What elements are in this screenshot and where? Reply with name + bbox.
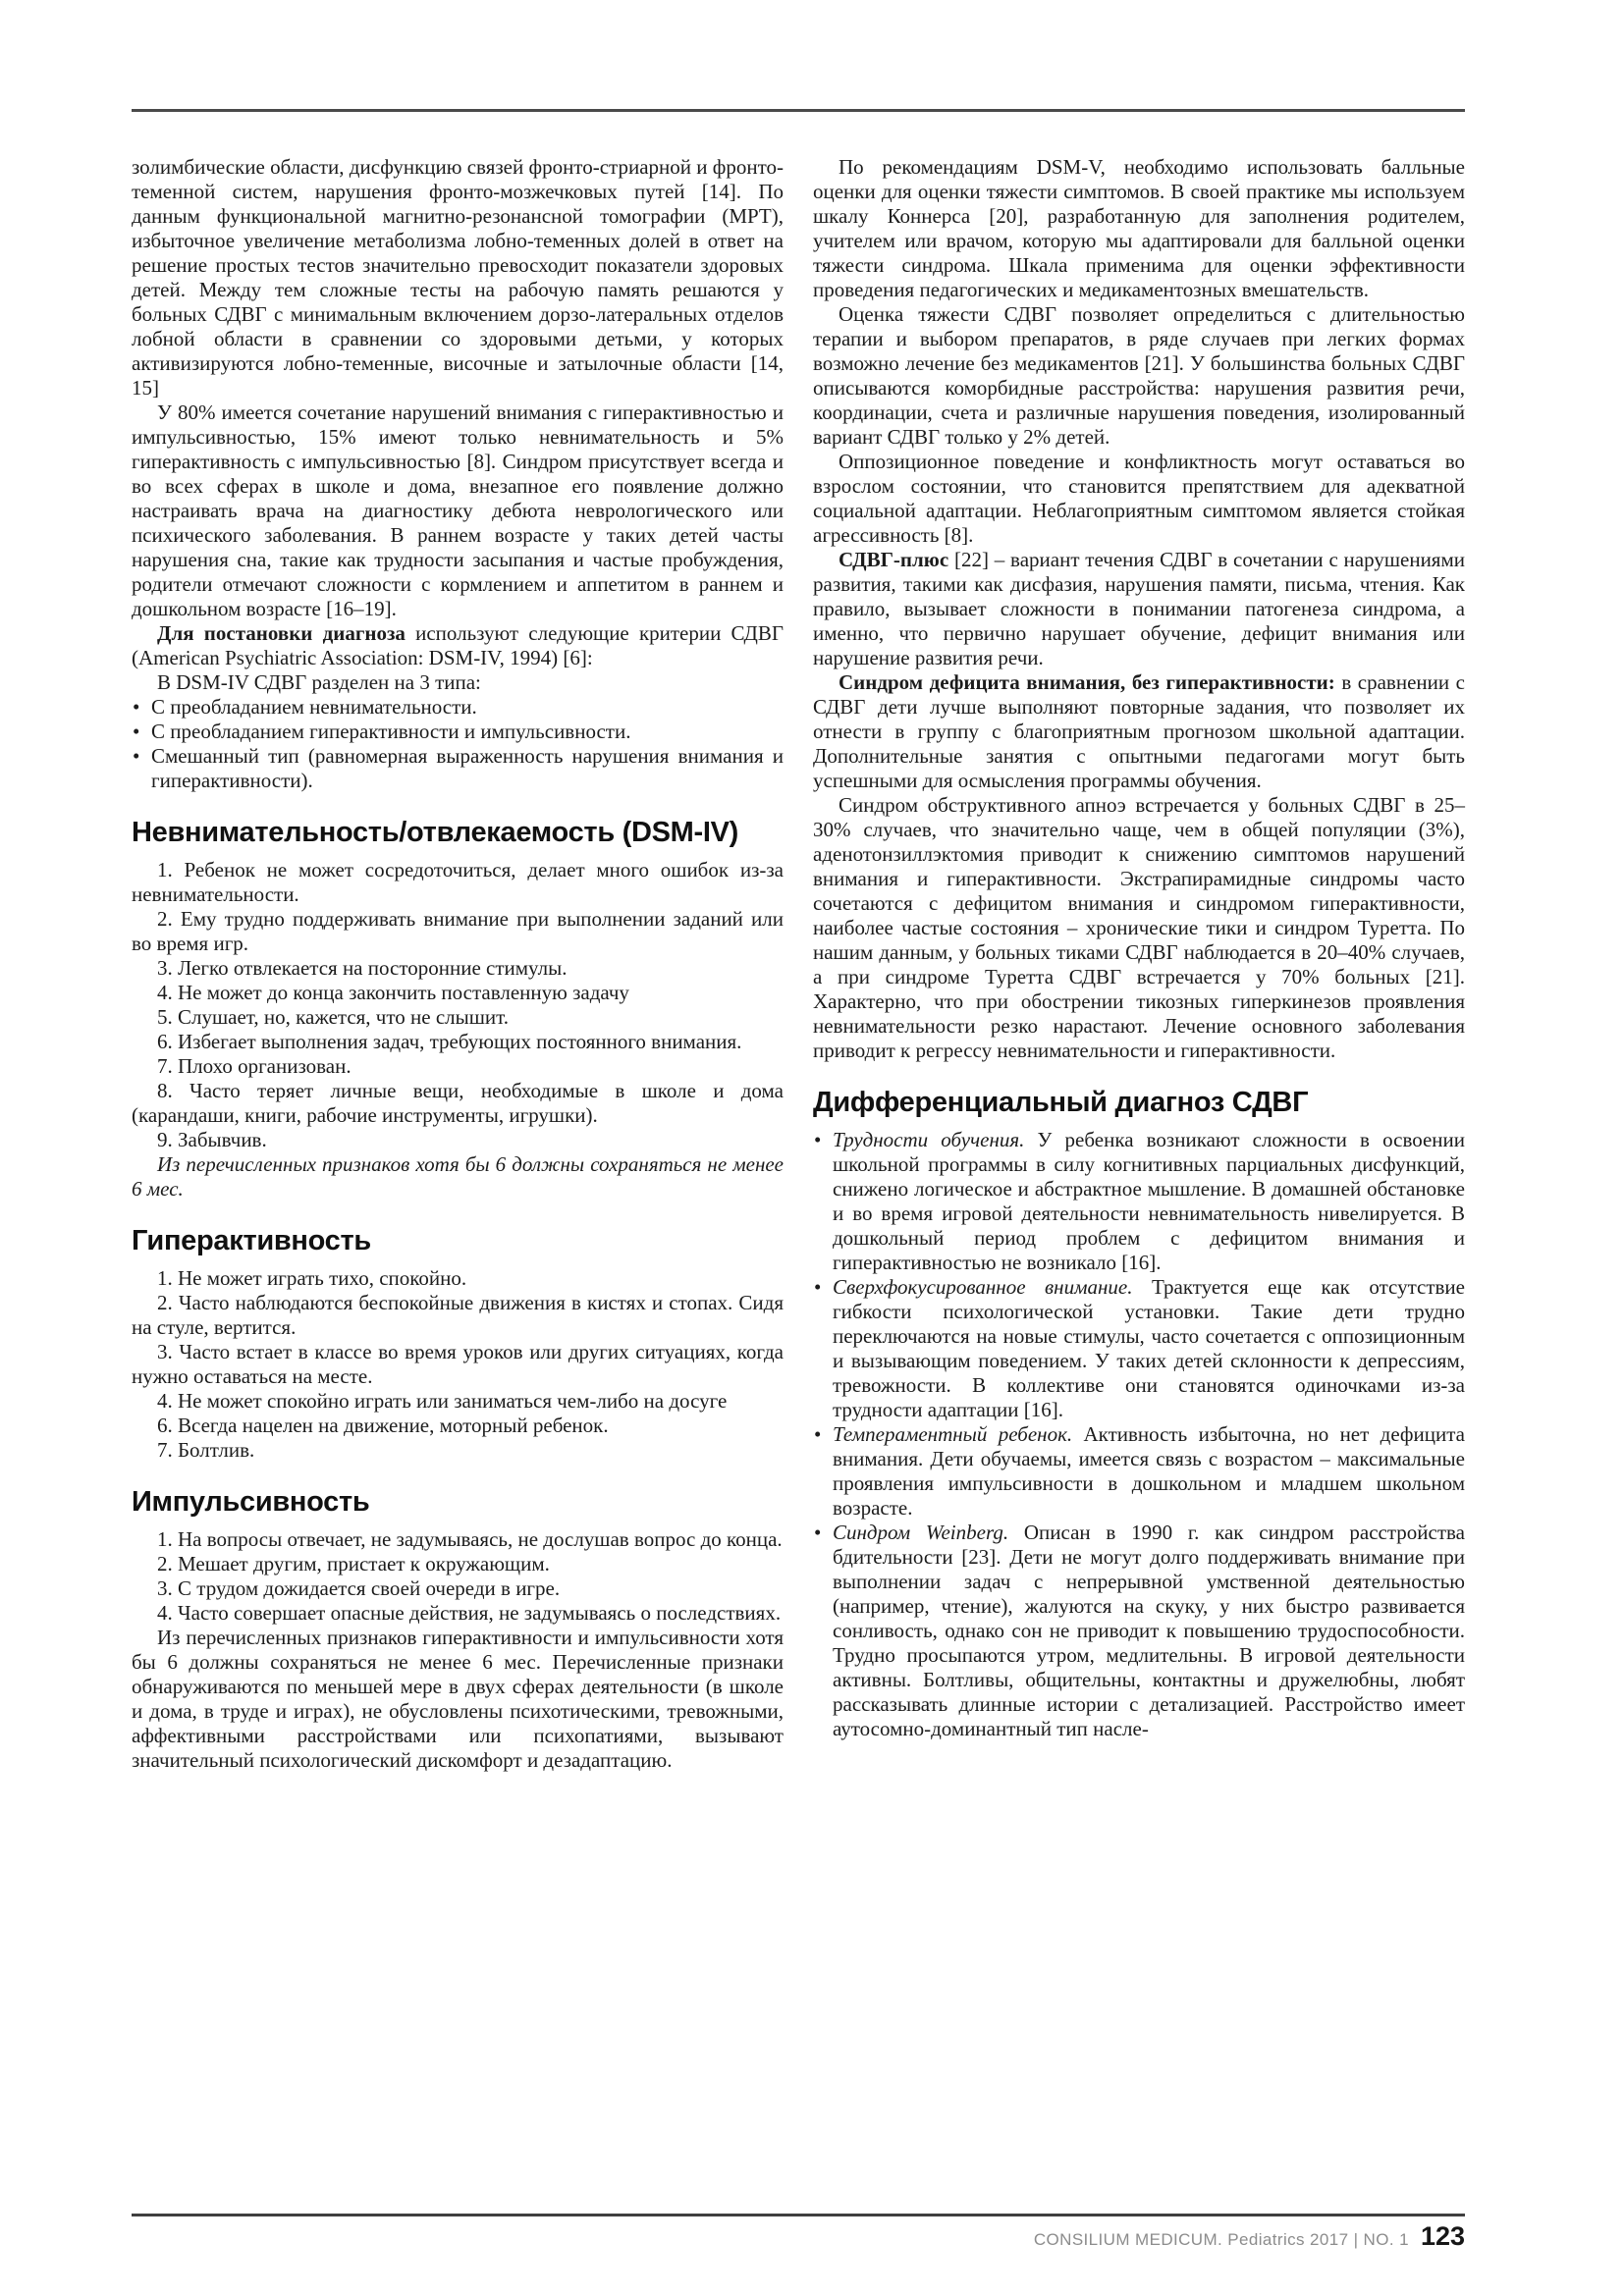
italic-lead: Сверхфокусированное внимание.	[833, 1275, 1133, 1299]
numbered-item: 4. Часто совершает опасные действия, не задумываясь о последствиях.	[157, 1601, 782, 1625]
paragraph	[813, 548, 1465, 670]
italic-lead: Темпераментный ребенок.	[833, 1422, 1073, 1446]
footer-rule	[132, 2214, 1465, 2216]
bullet-icon: •	[133, 695, 140, 719]
journal-issue-label: CONSILIUM MEDICUM. Pediatrics 2017 | NO. 1	[1033, 2230, 1409, 2249]
numbered-item: 1. Не может играть тихо, спокойно.	[157, 1266, 467, 1290]
list-item	[813, 1275, 1465, 1422]
left-column	[132, 155, 784, 1773]
list-item	[132, 744, 784, 793]
paragraph-text: используют следующие критерии СДВГ (American Psychiatric Association: DSM-IV, 1994) [6]:	[132, 621, 784, 669]
numbered-item: 3. С трудом дожидается своей очереди в игре.	[157, 1576, 561, 1600]
criteria-note: Из перечисленных признаков хотя бы 6 должны сохраняться не менее 6 мес.	[132, 1152, 784, 1201]
bullet-icon: •	[133, 720, 140, 743]
numbered-item: 4. Не может спокойно играть или заниматься чем-либо на досуге	[157, 1389, 728, 1413]
list-item	[132, 695, 784, 720]
section-heading-differential-diagnosis: Дифференциальный диагноз СДВГ	[813, 1087, 1309, 1118]
bullet-icon: •	[814, 1422, 822, 1446]
paragraph: Синдром обструктивного апноэ встречается у больных СДВГ в 25–30% случаев, что значительно чаще, чем в общей популяции (3%), аденотонзиллэктомия приводит к снижению симптомов нарушений внимания и гиперактивности. Экстрапирамидные синдромы часто сочетаются с дефицитом внимания и синдромом гиперактивности, наиболее частые состояния – хронические тики и синдром Туретта. По нашим данным, у больных тиками СДВГ наблюдается в 20–40% случаев, а при синдроме Туретта СДВГ встречается у 70% больных [21]. Характерно, что при обострении тикозных гиперкинезов проявления невнимательности резко нарастают. Лечение основного заболевания приводит к регрессу невнимательности и гиперактивности.	[813, 793, 1465, 1062]
list-item-text: Смешанный тип (равномерная выраженность нарушения внимания и гиперактивности).	[151, 744, 784, 792]
paragraph: У 80% имеется сочетание нарушений внимания с гиперактивностью и импульсивностью, 15% имеют только невнимательность и 5% гиперактивность с импульсивностью [8]. Синдром присутствует всегда и во всех сферах в школе и дома, внезапное его появление должно настраивать врача на диагностику дебюта неврологического или психического заболевания. В раннем возрасте у таких детей часты нарушения сна, такие как трудности засыпания и частые пробуждения, родители отмечают сложности с кормлением и аппетитом в раннем и дошкольном возрасте [16–19].	[132, 400, 784, 620]
paragraph-text: в сравнении с СДВГ дети лучше выполняют повторные задания, что позволяет их отнести в группу с благоприятным прогнозом школьной адаптации. Дополнительные занятия с опытными педагогами могут быть успешными для осмысления программы обучения.	[813, 670, 1465, 792]
paragraph	[132, 621, 784, 670]
paragraph: В DSM-IV СДВГ разделен на 3 типа:	[157, 670, 481, 694]
paragraph-text: [22] – вариант течения СДВГ в сочетании с нарушениями развития, такими как дисфазия, нарушения памяти, письма, чтения. Как правило, вызывает сложности в понимании патогенеза синдрома, а именно, что первично нарушает обучение, дефицит внимания или нарушение развития речи.	[813, 548, 1465, 669]
numbered-item: 2. Часто наблюдаются беспокойные движения в кистях и стопах. Сидя на стуле, вертится.	[132, 1291, 784, 1339]
numbered-item: 5. Слушает, но, кажется, что не слышит.	[157, 1005, 509, 1029]
section-heading-impulsivity: Импульсивность	[132, 1486, 370, 1518]
italic-lead: Синдром Weinberg.	[833, 1521, 1009, 1544]
numbered-item: 8. Часто теряет личные вещи, необходимые в школе и дома (карандаши, книги, рабочие инструменты, игрушки).	[132, 1079, 784, 1127]
list-item-text: Трактуется еще как отсутствие гибкости психологической установки. Такие дети трудно переключаются на новые стимулы, часто сочетается с оппозиционным и вызывающим поведением. У таких детей склонности к депрессиям, тревожности. В коллективе они становятся одиночками из-за трудности адаптации [16].	[833, 1275, 1465, 1421]
paragraph: Из перечисленных признаков гиперактивности и импульсивности хотя бы 6 должны сохраняться не менее 6 мес. Перечисленные признаки обнаруживаются по меньшей мере в двух сферах деятельности (в школе и дома, в труде и играх), не обусловлены психотическими, тревожными, аффективными расстройствами или психопатиями, вызывают значительный психологический дискомфорт и дезадаптацию.	[132, 1626, 784, 1772]
numbered-item: 1. На вопросы отвечает, не задумываясь, не дослушав вопрос до конца.	[157, 1527, 783, 1551]
numbered-item: 3. Часто встает в классе во время уроков или других ситуациях, когда нужно оставаться на месте.	[132, 1340, 784, 1388]
list-item-text: Описан в 1990 г. как синдром расстройства бдительности [23]. Дети не могут долго поддерживать внимание при выполнении задач с непрерывной умственной деятельностью (например, чтение), жалуются на скуку, у них быстро развивается сонливость, однако сон не приводит к повышению трудоспособности. Трудно просыпаются утром, медлительны. В игровой деятельности активны. Болтливы, общительны, контактны и дружелюбны, любят рассказывать длинные истории с детализацией. Расстройство имеет аутосомно-доминантный тип насле-	[833, 1521, 1466, 1740]
differential-diagnosis-list	[813, 1128, 1465, 1741]
bullet-icon: •	[814, 1275, 822, 1299]
bold-lead: СДВГ-плюс	[839, 548, 949, 571]
numbered-item: 7. Плохо организован.	[157, 1054, 352, 1078]
paragraph: По рекомендациям DSM-V, необходимо использовать балльные оценки для оценки тяжести симптомов. В своей практике мы используем шкалу Коннерса [20], разработанную для заполнения родителем, учителем или врачом, которую мы адаптировали для балльной оценки тяжести синдрома. Шкала применима для оценки эффективности проведения педагогических и медикаментозных вмешательств.	[813, 155, 1465, 301]
numbered-item: 6. Всегда нацелен на движение, моторный ребенок.	[157, 1414, 609, 1437]
list-item-text: С преобладанием гиперактивности и импульсивности.	[151, 720, 631, 743]
numbered-item: 4. Не может до конца закончить поставленную задачу	[157, 981, 629, 1004]
paragraph: золимбические области, дисфункцию связей фронто-стриарной и фронто-теменной систем, нарушения фронто-мозжечковых путей [14]. По данным функциональной магнитно-резонансной томографии (МРТ), избыточное увеличение метаболизма лобно-теменных долей в ответ на решение простых тестов значительно превосходит показатели здоровых детей. Между тем сложные тесты на рабочую память решаются у больных СДВГ с минимальным включением дорзо-латеральных отделов лобной области в сравнении со здоровыми детьми, у которых активизируются лобно-теменные, височные и затылочные области [14, 15]	[132, 155, 784, 400]
list-item-text: У ребенка возникают сложности в освоении школьной программы в силу когнитивных парциальных дисфункций, снижено логическое и абстрактное мышление. В домашней обстановке и во время игровой деятельности невнимательность нивелируется. В дошкольный период проблем с дефицитом внимания и гиперактивностью не возникало [16].	[833, 1128, 1466, 1274]
numbered-item: 7. Болтлив.	[157, 1438, 255, 1462]
list-item-text: С преобладанием невнимательности.	[151, 695, 477, 719]
numbered-item: 2. Мешает другим, пристает к окружающим.	[157, 1552, 550, 1575]
section-heading-inattention: Невнимательность/отвлекаемость (DSM-IV)	[132, 817, 739, 848]
bullet-icon: •	[814, 1521, 822, 1544]
bullet-icon: •	[814, 1128, 822, 1151]
italic-lead: Трудности обучения.	[833, 1128, 1025, 1151]
right-column	[813, 155, 1465, 1773]
adhd-types-list	[132, 695, 784, 793]
bold-lead: Для постановки диагноза	[157, 621, 406, 645]
list-item	[813, 1521, 1465, 1741]
numbered-item: 6. Избегает выполнения задач, требующих постоянного внимания.	[157, 1030, 742, 1053]
paragraph	[813, 670, 1465, 793]
page-footer	[1034, 2221, 1465, 2252]
numbered-item: 3. Легко отвлекается на посторонние стимулы.	[157, 956, 568, 980]
list-item	[132, 720, 784, 744]
article-body	[132, 155, 1465, 1773]
numbered-item: 1. Ребенок не может сосредоточиться, делает много ошибок из-за невнимательности.	[132, 858, 784, 906]
paragraph: Оппозиционное поведение и конфликтность могут оставаться во взрослом состоянии, что становится препятствием для адекватной социальной адаптации. Неблагоприятным симптомом является стойкая агрессивность [8].	[813, 450, 1465, 547]
bold-lead: Синдром дефицита внимания, без гиперактивности:	[839, 670, 1335, 694]
numbered-item: 2. Ему трудно поддерживать внимание при выполнении заданий или во время игр.	[132, 907, 784, 955]
numbered-item: 9. Забывчив.	[157, 1128, 267, 1151]
bullet-icon: •	[133, 744, 140, 768]
list-item	[813, 1422, 1465, 1521]
list-item	[813, 1128, 1465, 1275]
section-heading-hyperactivity: Гиперактивность	[132, 1225, 371, 1256]
list-item-text: Активность избыточна, но нет дефицита внимания. Дети обучаемы, имеется связь с возрастом – максимальные проявления импульсивности в дошкольном и младшем школьном возрасте.	[833, 1422, 1465, 1520]
paragraph: Оценка тяжести СДВГ позволяет определиться с длительностью терапии и выбором препаратов, в ряде случаев при легких формах возможно лечение без медикаментов [21]. У большинства больных СДВГ описываются коморбидные расстройства: нарушения развития речи, координации, счета и различные нарушения поведения, изолированный вариант СДВГ только у 2% детей.	[813, 302, 1465, 449]
top-rule	[132, 109, 1465, 112]
page-number: 123	[1420, 2221, 1465, 2251]
